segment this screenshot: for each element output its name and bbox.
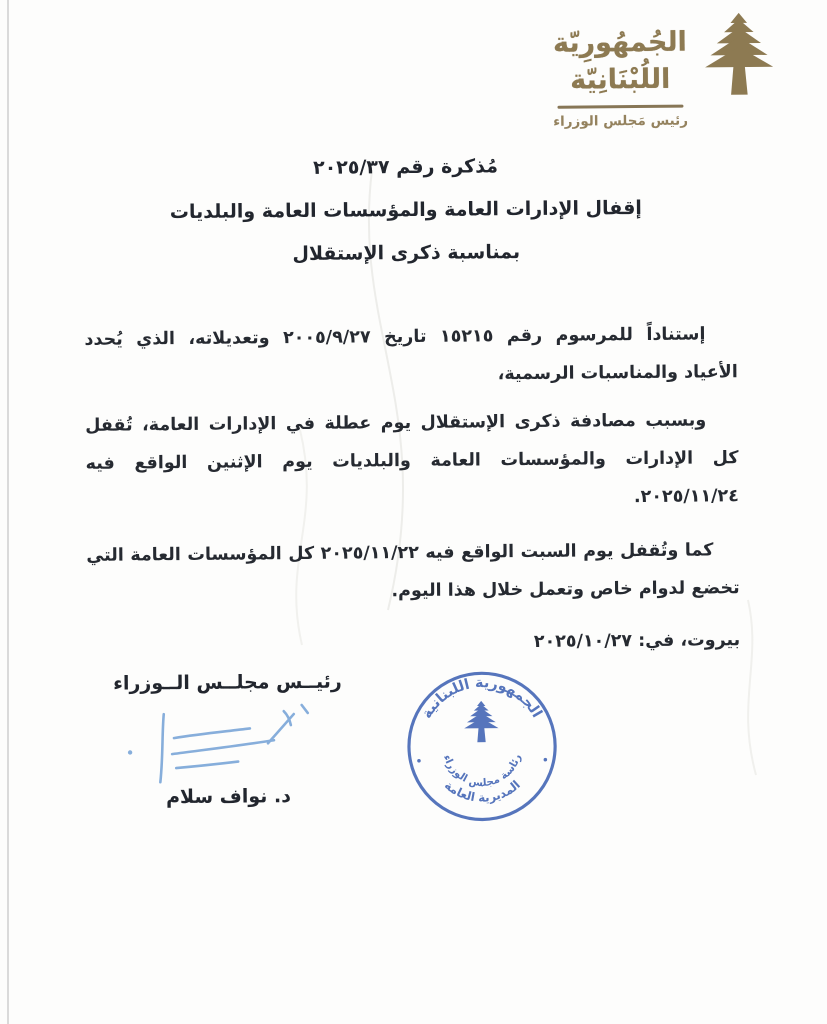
stamp-dot-left — [417, 759, 421, 763]
place-date-line: بيروت، في: ٢٠٢٥/١٠/٢٧ — [533, 630, 741, 652]
letterhead-divider — [557, 105, 683, 109]
memo-subject-line-1: إقفال الإدارات العامة والمؤسسات العامة والبلديات — [169, 196, 642, 224]
signature-block — [99, 671, 356, 809]
paragraph-legal-basis: إستناداً للمرسوم رقم ١٥٢١٥ تاريخ ٢٠٠٥/٩/٢٧ وتعديلاته، الذي يُحدد الأعياد والمناسبات الرسمية، — [84, 324, 738, 385]
paragraph-closure-monday: وبسبب مصادفة ذكرى الإستقلال يوم عطلة في الإدارات العامة، تُقفل كل الإدارات والمؤسسات العامة والبلديات يوم الإثنين الواقع فيه ٢٠٢٥/١١/٢٤. — [85, 410, 739, 508]
republic-line-2: اللُبْنَانِيّة — [570, 63, 671, 96]
stamp-cedar-icon — [464, 701, 499, 743]
handwritten-signature-ink — [112, 699, 345, 797]
office-title: رئيس مَجلس الوزراء — [553, 112, 689, 130]
cedar-tree-icon — [693, 9, 786, 102]
memo-number: مُذكرة رقم ٢٠٢٥/٣٧ — [312, 155, 499, 179]
memo-title-block — [0, 142, 815, 278]
letterhead — [551, 9, 790, 130]
paragraph-closure-saturday: كما وتُقفل يوم السبت الواقع فيه ٢٠٢٥/١١/٢٢ كل المؤسسات العامة التي تخضع لدوام خاص وتعمل خلال هذا اليوم. — [86, 540, 740, 602]
republic-line-1: الجُمهُورِيّة — [552, 26, 687, 59]
stamp-middle-text: رئاسة مجلس الوزراء — [440, 752, 524, 790]
signatory-name: د. نواف سلام — [165, 785, 292, 809]
memo-body — [84, 315, 740, 665]
memo-subject-line-2: بمناسبة ذكرى الإستقلال — [292, 241, 521, 266]
stamp-bottom-text: المديرية العامة — [441, 777, 523, 805]
signatory-title: رئيــس مجلــس الــوزراء — [113, 670, 342, 695]
official-round-stamp — [402, 667, 561, 826]
stamp-dot-right — [544, 758, 548, 762]
stamp-top-text: الجمهورية اللبنانية — [418, 675, 545, 722]
republic-calligraphy — [551, 24, 690, 99]
